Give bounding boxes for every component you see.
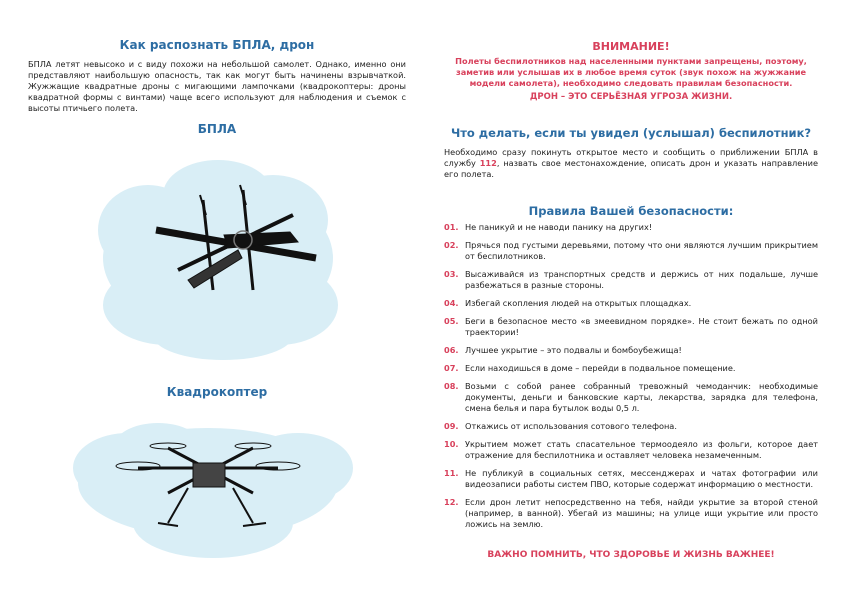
what-text-after: , назвать свое местонахождение, описать дрон и указать направление его полета. <box>444 158 818 179</box>
rule-number: 04. <box>444 298 459 308</box>
rule-number: 01. <box>444 222 459 232</box>
rule-number: 06. <box>444 345 459 355</box>
list-item <box>444 222 818 233</box>
rule-text: Лучшее укрытие – это подвалы и бомбоубежища! <box>465 345 682 355</box>
list-item <box>444 240 818 262</box>
rule-text: Избегай скопления людей на открытых площадках. <box>465 298 692 308</box>
list-item <box>444 345 818 356</box>
cloud-shape <box>98 160 338 360</box>
final-note: ВАЖНО ПОМНИТЬ, ЧТО ЗДОРОВЬЕ И ЖИЗНЬ ВАЖНЕЕ! <box>487 550 775 560</box>
warning-text: Полеты беспилотников над населенными пунктами запрещены, поэтому, заметив или услышав их в любое время суток (звук похож на жужжание модели самолета), необходимо следовать правилам безопасности. <box>455 56 807 88</box>
rule-number: 05. <box>444 316 459 326</box>
rule-number: 02. <box>444 240 459 250</box>
rules-title: Правила Вашей безопасности: <box>528 204 734 218</box>
what-to-do-text <box>444 147 818 180</box>
rule-text: Не паникуй и не наводи панику на других! <box>465 222 653 232</box>
quad-heading: Квадрокоптер <box>166 385 268 399</box>
rule-text: Откажись от использования сотового телефона. <box>465 421 677 431</box>
emergency-number: 112 <box>479 158 497 168</box>
rules-list <box>444 222 818 537</box>
what-to-do-title: Что делать, если ты увидел (услышал) беспилотник? <box>450 126 812 140</box>
rule-number: 10. <box>444 439 459 449</box>
warning-title: ВНИМАНИЕ! <box>592 40 670 53</box>
rule-number: 03. <box>444 269 459 279</box>
rule-text: Если находишься в доме – перейди в подвальное помещение. <box>465 363 736 373</box>
list-item <box>444 269 818 291</box>
list-item <box>444 316 818 338</box>
list-item <box>444 381 818 414</box>
list-item <box>444 497 818 530</box>
list-item <box>444 439 818 461</box>
list-item <box>444 298 818 309</box>
warning-subtitle: ДРОН – ЭТО СЕРЬЁЗНАЯ УГРОЗА ЖИЗНИ. <box>529 92 733 102</box>
list-item <box>444 468 818 490</box>
rule-text: Укрытием может стать спасательное термоодеяло из фольги, которое дает отражение для беспилотника и оставляет человека незамеченным. <box>465 439 818 460</box>
list-item <box>444 363 818 374</box>
rule-text: Возьми с собой ранее собранный тревожный чемоданчик: необходимые документы, деньги и банковские карты, лекарства, зарядка для телефона, смена белья и пара бутылок воды 0,5 л. <box>465 381 818 413</box>
rule-text: Прячься под густыми деревьями, потому что они являются лучшим прикрытием от беспилотников. <box>465 240 818 261</box>
left-title: Как распознать БПЛА, дрон <box>119 38 315 52</box>
rule-number: 09. <box>444 421 459 431</box>
rule-text: Если дрон летит непосредственно на тебя, найди укрытие за второй стеной (например, в ванной). Убегай из машины; на улице ищи укрытие или просто ложись на землю. <box>465 497 818 529</box>
list-item <box>444 421 818 432</box>
bpla-illustration <box>28 140 406 370</box>
rule-number: 08. <box>444 381 459 391</box>
bpla-heading: БПЛА <box>197 122 237 136</box>
rule-text: Беги в безопасное место «в змеевидном порядке». Не стоит бежать по одной траектории! <box>465 316 818 337</box>
what-text-before: Необходимо сразу покинуть открытое место и сообщить о приближении БПЛА в службу <box>444 147 818 168</box>
cloud-shape <box>73 423 353 558</box>
rule-number: 12. <box>444 497 459 507</box>
quadcopter-illustration <box>28 408 406 588</box>
rule-text: Высаживайся из транспортных средств и держись от них подальше, лучше разбежаться в разные стороны. <box>465 269 818 290</box>
intro-paragraph: БПЛА летят невысоко и с виду похожи на небольшой самолет. Однако, именно они представляют наибольшую опасность, так как могут быть начинены взрывчаткой. Жужжащие квадратные дроны с мигающими лампочками (квадрокоптеры: дроны квадратной формы с винтами) чаще всего используют для наблюдения и съемок с высоты птичьего полета. <box>28 59 406 113</box>
rule-number: 11. <box>444 468 459 478</box>
rule-text: Не публикуй в социальных сетях, мессенджерах и чатах фотографии или видеозаписи работы систем ПВО, которые содержат информацию о местности. <box>465 468 818 489</box>
rule-number: 07. <box>444 363 459 373</box>
